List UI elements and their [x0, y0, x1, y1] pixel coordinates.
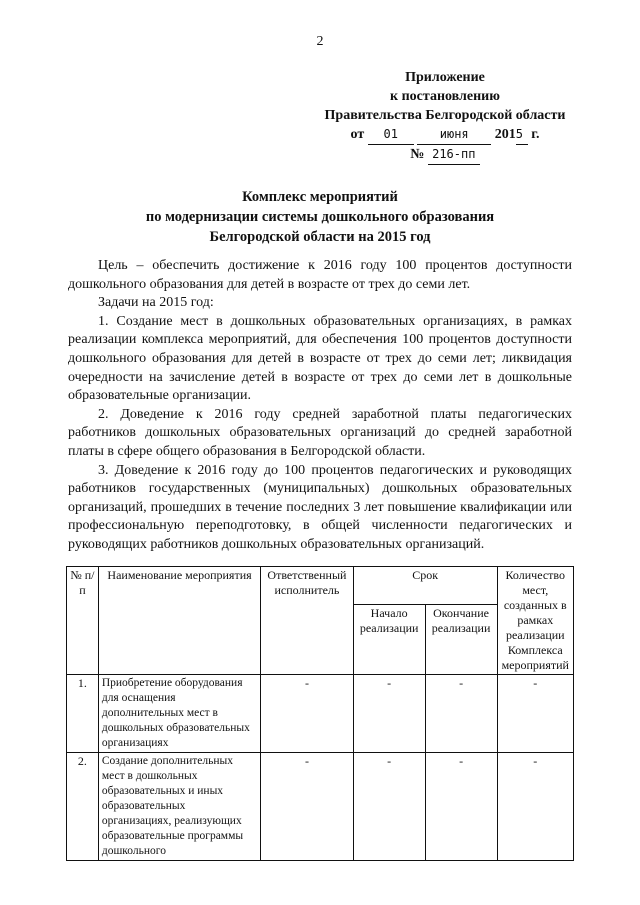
header-responsible: Ответственный исполнитель — [261, 567, 353, 675]
appendix-header — [320, 68, 570, 165]
row-name: Создание дополнительных мест в дошкольных образовательных и иных образовательных организациях, реализующих образовательные программы дошкольного — [98, 753, 260, 861]
paragraph-task-1: 1. Создание мест в дошкольных образовательных организациях, в рамках реализации комплекса мероприятий, для обеспечения 100 процентов доступности дошкольного образования для детей в возрасте от трех до семи лет; ликвидация очередности на зачисление детей в возрасте от трех до семи лет в дошкольные образовательные организации. — [68, 313, 572, 404]
paragraph-task-3: 3. Доведение к 2016 году до 100 процентов педагогических и руководящих работников государственных (муниципальных) дошкольных образовательных организаций, прошедших в течение последних 3 лет повышение квалификации или профессиональную переподготовку, в общей численности педагогических и руководящих работников дошкольных образовательных организаций. — [68, 462, 572, 552]
row-responsible: - — [261, 675, 353, 753]
header-term: Срок — [353, 567, 497, 605]
header-end: Окончание реализации — [425, 605, 497, 675]
number-prefix: № — [410, 147, 425, 162]
row-count: - — [497, 675, 573, 753]
date-prefix: от — [350, 127, 365, 142]
title-line-3: Белгородской области на 2015 год — [209, 229, 431, 245]
row-count: - — [497, 753, 573, 861]
number-value: 216-пп — [428, 145, 480, 165]
row-start: - — [353, 675, 425, 753]
measures-table — [66, 566, 574, 861]
date-month: июня — [417, 125, 491, 145]
paragraph-tasks-heading: Задачи на 2015 год: — [98, 295, 214, 311]
table-header-row — [67, 567, 574, 605]
header-count: Количество мест, созданных в рамках реализации Комплекса мероприятий — [497, 567, 573, 675]
row-end: - — [425, 675, 497, 753]
row-num: 2. — [67, 753, 99, 861]
appendix-date — [320, 125, 570, 145]
appendix-line-3: Правительства Белгородской области — [324, 108, 566, 123]
date-suffix: г. — [531, 127, 540, 142]
appendix-line-2: к постановлению — [390, 89, 500, 104]
date-year-printed: 201 — [494, 127, 516, 142]
header-start: Начало реализации — [353, 605, 425, 675]
row-num: 1. — [67, 675, 99, 753]
table-row — [67, 675, 574, 753]
body-text — [68, 257, 572, 555]
document-title — [0, 187, 640, 247]
table-row — [67, 753, 574, 861]
appendix-number — [320, 145, 570, 165]
title-line-2: по модернизации системы дошкольного образования — [145, 209, 495, 225]
title-line-1: Комплекс мероприятий — [242, 189, 398, 205]
paragraph-goal: Цель – обеспечить достижение к 2016 году 100 процентов доступности дошкольного образования для детей в возрасте от трех до семи лет. — [68, 258, 572, 292]
paragraph-task-2: 2. Доведение к 2016 году средней заработной платы педагогических работников дошкольных образовательных организаций до средней заработной платы в сфере общего образования в Белгородской области. — [68, 406, 572, 459]
header-name: Наименование мероприятия — [98, 567, 260, 675]
row-name: Приобретение оборудования для оснащения дополнительных мест в дошкольных образовательных организациях — [98, 675, 260, 753]
row-responsible: - — [261, 753, 353, 861]
appendix-line-1: Приложение — [405, 70, 485, 85]
date-year-hand: 5 — [516, 125, 528, 145]
row-end: - — [425, 753, 497, 861]
page-number: 2 — [316, 34, 324, 49]
date-day: 01 — [368, 125, 414, 145]
row-start: - — [353, 753, 425, 861]
header-num: № п/п — [67, 567, 99, 675]
